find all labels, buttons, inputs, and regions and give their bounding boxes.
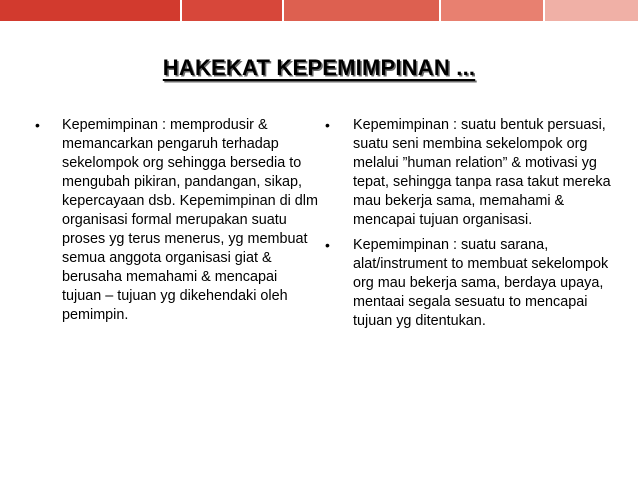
bullet-icon: • [35, 117, 40, 133]
bullet-text: Kepemimpinan : suatu bentuk persuasi, suatu seni membina sekelompok org melalui ”human relation” & motivasi yg tepat, sehingga tanpa rasa takut mereka mau bekerja sama, memahami & mencapai tujuan organisasi. [353, 117, 611, 228]
bullet-icon: • [325, 237, 330, 253]
bullet-item [33, 116, 318, 325]
bar-segment-4 [441, 0, 544, 21]
bar-segment-2 [182, 0, 282, 21]
left-bullet-list [33, 116, 318, 331]
bullet-text: Kepemimpinan : suatu sarana, alat/instrument to membuat sekelompok org mau bekerja sama, berdaya upaya, mentaai segala sesuatu to mencapai tujuan yg ditentukan. [353, 237, 609, 329]
bar-segment-5 [545, 0, 638, 21]
bullet-item [323, 116, 613, 230]
bullet-icon: • [325, 117, 330, 133]
bullet-item [323, 236, 613, 331]
slide-title: HAKEKAT KEPEMIMPINAN ... [162, 55, 476, 80]
bullet-text: Kepemimpinan : memprodusir & memancarkan pengaruh terhadap sekelompok org sehingga bersedia to mengubah pikiran, pandangan, sikap, kepercayaan dsb. Kepemimpinan di dlm organisasi formal merupakan suatu proses yg terus menerus, yg membuat semua anggota organisasi giat & berusaha memahami & mencapai tujuan – tujuan yg dikehendaki oleh pemimpin. [62, 117, 318, 323]
top-decorative-bar [0, 0, 638, 21]
right-bullet-list [323, 116, 613, 337]
bar-segment-3 [284, 0, 439, 21]
bar-segment-1 [0, 0, 180, 21]
